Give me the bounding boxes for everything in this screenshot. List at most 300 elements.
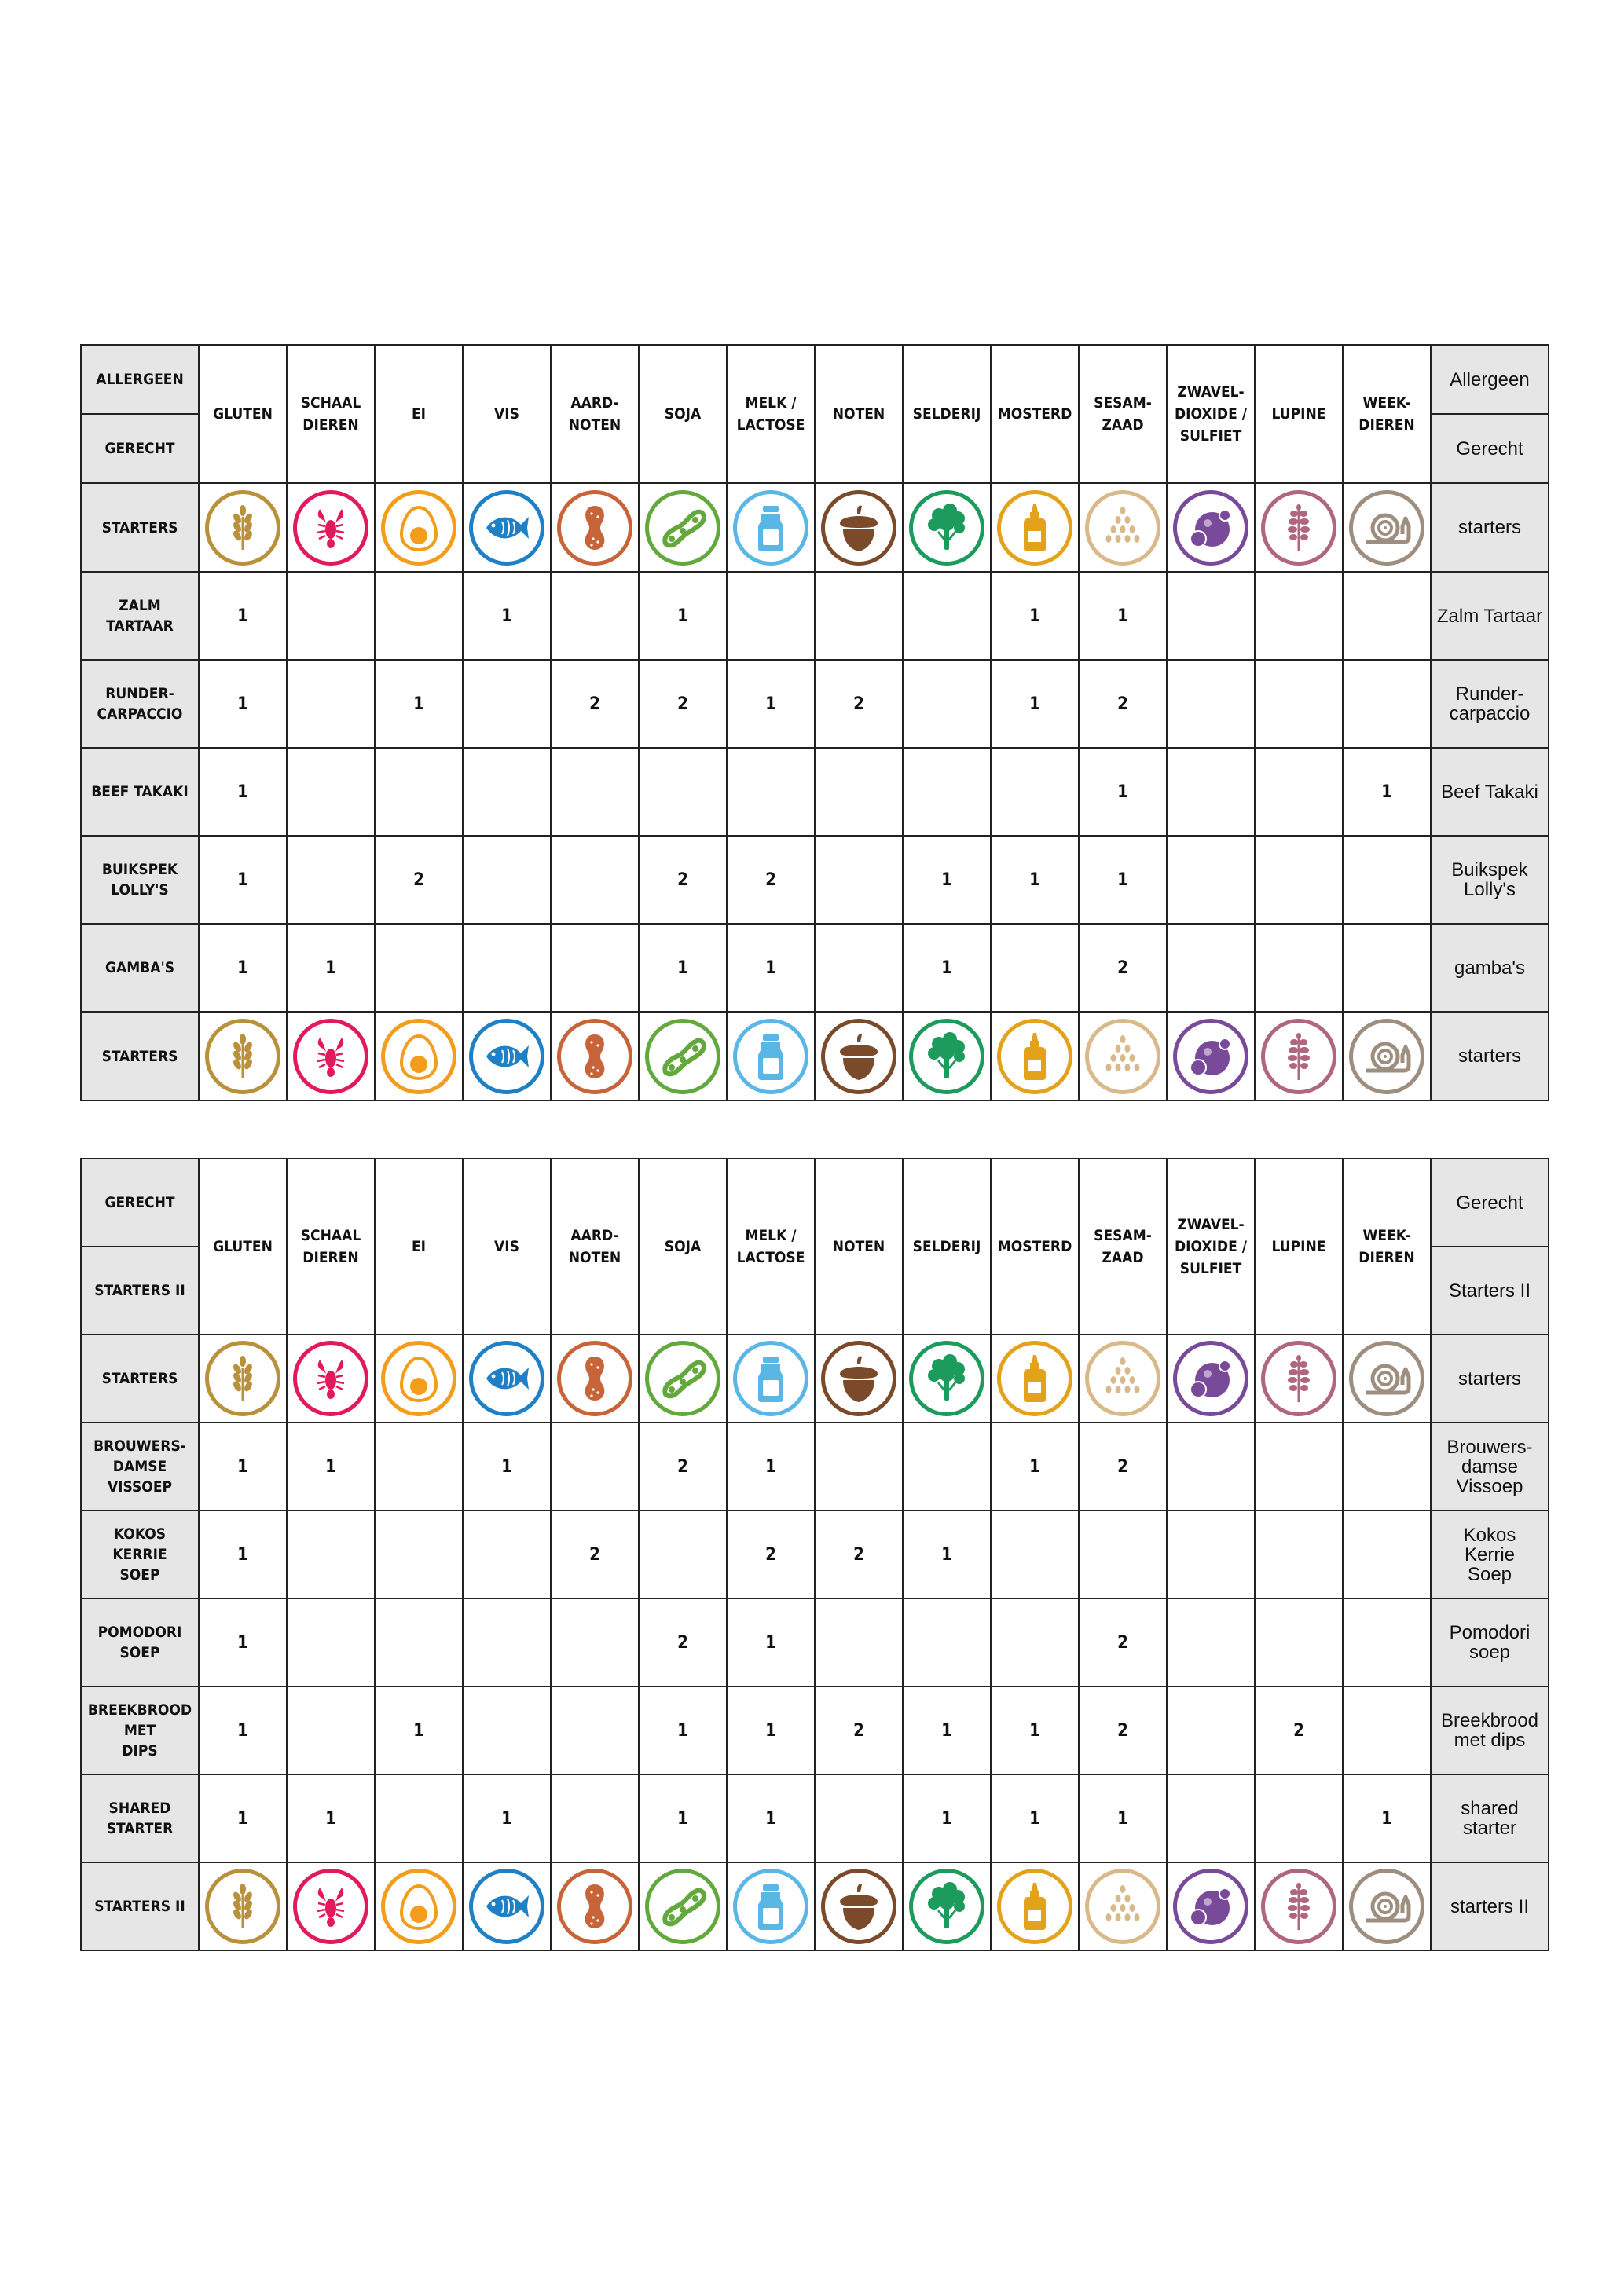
icon-cell-mosterd [991,1012,1079,1100]
milk-bottle-icon [746,1031,796,1082]
allergen-value-melk: 1 [727,660,815,748]
icon-row-footer [81,1862,1549,1950]
icon-cell-lupine [1255,1862,1343,1950]
header-right-top: Allergeen [1431,345,1549,414]
icon-cell-sulfiet [1167,1862,1255,1950]
allergen-value-gluten: 1 [199,1423,287,1511]
milk-bottle-icon [746,503,796,553]
lupine-flower-badge [1261,1869,1336,1944]
section-label-right: starters [1431,1012,1549,1100]
dish-row [81,1511,1549,1598]
icon-cell-schaaldieren [287,483,375,572]
column-header-sulfiet: ZWAVEL- DIOXIDE / SULFIET [1167,1159,1255,1335]
allergen-value-mosterd: 1 [991,572,1079,660]
mustard-bottle-icon [1010,1353,1060,1404]
sesame-seeds-badge [1085,1869,1160,1944]
wheat-icon [218,503,268,553]
icon-cell-selderij [903,1012,991,1100]
allergen-value-ei [375,1598,463,1686]
icon-cell-aardnoten [551,483,639,572]
allergen-value-melk: 2 [727,1511,815,1598]
allergen-value-sulfiet [1167,836,1255,924]
dish-name: GAMBA'S [81,924,199,1012]
icon-cell-melk [727,483,815,572]
allergen-value-sulfiet [1167,1774,1255,1862]
soybean-badge [645,1869,720,1944]
column-header-vis: VIS [463,345,551,483]
icon-row-footer [81,1012,1549,1100]
wheat-icon [218,1353,268,1404]
celery-badge [909,1019,984,1094]
allergen-value-sesamzaad: 2 [1079,1423,1167,1511]
allergen-value-lupine [1255,748,1343,836]
bubbles-badge [1173,490,1248,566]
allergen-value-weekdieren [1343,1423,1431,1511]
egg-badge [381,1341,456,1416]
icon-cell-noten [815,1335,903,1423]
allergen-value-soja: 1 [639,1774,727,1862]
dish-row [81,924,1549,1012]
fish-badge [469,1341,544,1416]
allergen-value-ei [375,748,463,836]
allergen-value-noten: 2 [815,660,903,748]
sesame-seeds-badge [1085,490,1160,566]
acorn-icon [834,1353,884,1404]
allergen-value-sesamzaad [1079,1511,1167,1598]
bubbles-icon [1186,1353,1236,1404]
allergen-value-schaaldieren: 1 [287,1423,375,1511]
column-header-selderij: SELDERIJ [903,345,991,483]
column-header-aardnoten: AARD- NOTEN [551,345,639,483]
lobster-badge [293,490,368,566]
allergen-value-gluten: 1 [199,1774,287,1862]
allergen-value-gluten: 1 [199,748,287,836]
icon-cell-gluten [199,1862,287,1950]
allergen-value-sesamzaad: 1 [1079,748,1167,836]
allergen-value-ei: 2 [375,836,463,924]
column-header-weekdieren: WEEK- DIEREN [1343,1159,1431,1335]
column-header-aardnoten: AARD- NOTEN [551,1159,639,1335]
icon-cell-aardnoten [551,1012,639,1100]
column-header-lupine: LUPINE [1255,345,1343,483]
dish-name-right: shared starter [1431,1774,1549,1862]
fish-icon [482,1031,532,1082]
allergen-value-melk: 1 [727,1423,815,1511]
sesame-seeds-icon [1098,1031,1148,1082]
sesame-seeds-icon [1098,1881,1148,1932]
allergen-value-noten [815,1423,903,1511]
section-label-right: starters [1431,483,1549,572]
icon-cell-mosterd [991,1335,1079,1423]
bubbles-badge [1173,1019,1248,1094]
allergen-value-sesamzaad: 2 [1079,1598,1167,1686]
column-header-selderij: SELDERIJ [903,1159,991,1335]
icon-cell-gluten [199,1012,287,1100]
dish-name-right: Zalm Tartaar [1431,572,1549,660]
allergen-value-soja: 1 [639,1686,727,1774]
allergen-value-weekdieren [1343,924,1431,1012]
allergen-value-schaaldieren [287,836,375,924]
lobster-icon [306,1353,356,1404]
icon-cell-schaaldieren [287,1012,375,1100]
lupine-flower-icon [1274,503,1324,553]
egg-icon [394,1031,444,1082]
bubbles-badge [1173,1341,1248,1416]
allergen-value-gluten: 1 [199,660,287,748]
allergen-value-sulfiet [1167,924,1255,1012]
allergen-value-schaaldieren: 1 [287,1774,375,1862]
allergen-value-gluten: 1 [199,1686,287,1774]
allergen-value-mosterd [991,1511,1079,1598]
wheat-badge [205,1019,280,1094]
wheat-badge [205,1869,280,1944]
dish-row [81,836,1549,924]
column-header-gluten: GLUTEN [199,1159,287,1335]
sesame-seeds-icon [1098,503,1148,553]
allergen-value-gluten: 1 [199,924,287,1012]
lupine-flower-icon [1274,1881,1324,1932]
mustard-bottle-badge [997,1869,1072,1944]
soybean-icon [658,503,708,553]
column-header-gluten: GLUTEN [199,345,287,483]
allergen-value-ei [375,572,463,660]
allergen-value-soja [639,748,727,836]
allergen-value-aardnoten [551,1423,639,1511]
allergen-value-aardnoten [551,1686,639,1774]
dish-row [81,1686,1549,1774]
allergen-value-lupine [1255,660,1343,748]
allergen-value-melk: 1 [727,1598,815,1686]
allergen-value-schaaldieren [287,1686,375,1774]
fish-badge [469,1019,544,1094]
allergen-value-melk: 1 [727,1774,815,1862]
allergen-value-weekdieren: 1 [1343,748,1431,836]
allergen-value-aardnoten [551,1598,639,1686]
icon-cell-sulfiet [1167,1335,1255,1423]
celery-icon [922,1881,972,1932]
allergen-value-melk: 2 [727,836,815,924]
icon-cell-aardnoten [551,1335,639,1423]
allergen-value-weekdieren [1343,660,1431,748]
icon-cell-vis [463,1335,551,1423]
icon-cell-mosterd [991,483,1079,572]
acorn-icon [834,1031,884,1082]
icon-cell-selderij [903,1862,991,1950]
dish-name: POMODORI SOEP [81,1598,199,1686]
allergen-value-lupine [1255,572,1343,660]
dish-name-right: Kokos Kerrie Soep [1431,1511,1549,1598]
allergen-value-melk [727,748,815,836]
allergen-value-melk: 1 [727,924,815,1012]
egg-badge [381,1019,456,1094]
lobster-badge [293,1869,368,1944]
allergen-table-starters [80,344,1549,1101]
peanut-badge [557,1019,632,1094]
icon-cell-selderij [903,483,991,572]
allergen-value-schaaldieren [287,660,375,748]
allergen-value-vis [463,1686,551,1774]
mustard-bottle-icon [1010,1881,1060,1932]
milk-bottle-icon [746,1881,796,1932]
icon-cell-vis [463,1862,551,1950]
sesame-seeds-badge [1085,1341,1160,1416]
allergen-value-selderij [903,572,991,660]
dish-name-right: Runder- carpaccio [1431,660,1549,748]
icon-cell-lupine [1255,483,1343,572]
allergen-value-mosterd [991,924,1079,1012]
icon-cell-melk [727,1862,815,1950]
allergen-value-selderij [903,1423,991,1511]
icon-cell-noten [815,483,903,572]
icon-cell-soja [639,1862,727,1950]
allergen-value-selderij [903,1598,991,1686]
milk-bottle-badge [733,1019,808,1094]
fish-badge [469,1869,544,1944]
snail-icon [1362,1031,1412,1082]
celery-badge [909,490,984,566]
allergen-value-weekdieren [1343,1686,1431,1774]
icon-cell-soja [639,1335,727,1423]
allergen-value-ei: 1 [375,1686,463,1774]
column-header-mosterd: MOSTERD [991,345,1079,483]
sesame-seeds-badge [1085,1019,1160,1094]
soybean-badge [645,1341,720,1416]
dish-name-right: Beef Takaki [1431,748,1549,836]
icon-cell-weekdieren [1343,1012,1431,1100]
column-header-vis: VIS [463,1159,551,1335]
allergen-value-selderij [903,748,991,836]
allergen-value-aardnoten [551,836,639,924]
dish-name: BUIKSPEK LOLLY'S [81,836,199,924]
allergen-value-aardnoten [551,1774,639,1862]
icon-cell-selderij [903,1335,991,1423]
section-label: STARTERS [81,483,199,572]
acorn-badge [821,1341,896,1416]
allergen-value-selderij: 1 [903,1511,991,1598]
icon-cell-gluten [199,483,287,572]
allergen-value-selderij: 1 [903,1774,991,1862]
column-header-noten: NOTEN [815,1159,903,1335]
allergen-value-soja: 2 [639,836,727,924]
fish-icon [482,503,532,553]
allergen-value-lupine: 2 [1255,1686,1343,1774]
allergen-value-weekdieren: 1 [1343,1774,1431,1862]
acorn-icon [834,1881,884,1932]
dish-name-right: gamba's [1431,924,1549,1012]
bubbles-icon [1186,1881,1236,1932]
mustard-bottle-badge [997,490,1072,566]
dish-name: ZALM TARTAAR [81,572,199,660]
snail-badge [1349,1869,1424,1944]
dish-name: BREEKBROOD MET DIPS [81,1686,199,1774]
allergen-value-sulfiet [1167,1423,1255,1511]
icon-cell-mosterd [991,1862,1079,1950]
header-right-bottom: Starters II [1431,1247,1549,1335]
allergen-value-noten: 2 [815,1511,903,1598]
allergen-value-soja: 1 [639,572,727,660]
wheat-icon [218,1031,268,1082]
icon-cell-weekdieren [1343,1335,1431,1423]
fish-badge [469,490,544,566]
section-label: STARTERS [81,1335,199,1423]
allergen-value-sulfiet [1167,1598,1255,1686]
allergen-value-noten [815,924,903,1012]
allergen-value-gluten: 1 [199,572,287,660]
acorn-badge [821,490,896,566]
dish-name: RUNDER- CARPACCIO [81,660,199,748]
dish-name: KOKOS KERRIE SOEP [81,1511,199,1598]
allergen-value-schaaldieren: 1 [287,924,375,1012]
icon-cell-sesamzaad [1079,1862,1167,1950]
allergen-value-vis [463,836,551,924]
lupine-flower-badge [1261,1341,1336,1416]
allergen-value-melk: 1 [727,1686,815,1774]
icon-cell-noten [815,1862,903,1950]
allergen-value-sesamzaad: 2 [1079,924,1167,1012]
bubbles-icon [1186,1031,1236,1082]
allergen-value-melk [727,572,815,660]
dish-name: BROUWERS- DAMSE VISSOEP [81,1423,199,1511]
icon-cell-ei [375,1862,463,1950]
allergen-value-soja: 2 [639,1598,727,1686]
column-header-ei: EI [375,1159,463,1335]
icon-cell-vis [463,483,551,572]
allergen-value-noten [815,1774,903,1862]
allergen-value-ei [375,1423,463,1511]
allergen-value-lupine [1255,1511,1343,1598]
icon-cell-lupine [1255,1012,1343,1100]
milk-bottle-icon [746,1353,796,1404]
column-header-weekdieren: WEEK- DIEREN [1343,345,1431,483]
allergen-value-selderij: 1 [903,836,991,924]
allergen-value-ei: 1 [375,660,463,748]
allergen-value-ei [375,1774,463,1862]
dish-name: BEEF TAKAKI [81,748,199,836]
icon-cell-ei [375,1012,463,1100]
dish-name: SHARED STARTER [81,1774,199,1862]
peanut-badge [557,1869,632,1944]
allergen-value-weekdieren [1343,572,1431,660]
allergen-value-aardnoten [551,748,639,836]
allergen-value-schaaldieren [287,1598,375,1686]
lobster-icon [306,503,356,553]
soybean-badge [645,1019,720,1094]
peanut-icon [570,503,620,553]
allergen-value-noten [815,1598,903,1686]
wheat-badge [205,490,280,566]
header-right-bottom: Gerecht [1431,414,1549,483]
mustard-bottle-icon [1010,503,1060,553]
allergen-value-schaaldieren [287,748,375,836]
allergen-value-mosterd: 1 [991,1686,1079,1774]
allergen-value-soja: 2 [639,1423,727,1511]
allergen-value-lupine [1255,1423,1343,1511]
lupine-flower-icon [1274,1353,1324,1404]
column-header-noten: NOTEN [815,345,903,483]
icon-cell-vis [463,1012,551,1100]
allergen-value-weekdieren [1343,1598,1431,1686]
peanut-icon [570,1353,620,1404]
icon-cell-melk [727,1012,815,1100]
allergen-value-noten [815,572,903,660]
allergen-value-sesamzaad: 1 [1079,836,1167,924]
allergen-value-vis [463,748,551,836]
icon-cell-ei [375,1335,463,1423]
column-header-sesamzaad: SESAM- ZAAD [1079,1159,1167,1335]
dish-name-right: Brouwers- damse Vissoep [1431,1423,1549,1511]
allergen-value-sesamzaad: 1 [1079,572,1167,660]
allergen-value-sulfiet [1167,1511,1255,1598]
allergen-value-lupine [1255,924,1343,1012]
allergen-value-soja: 1 [639,924,727,1012]
column-header-soja: SOJA [639,345,727,483]
soybean-icon [658,1881,708,1932]
allergen-value-aardnoten [551,572,639,660]
icon-row [81,1335,1549,1423]
lobster-icon [306,1881,356,1932]
peanut-badge [557,1341,632,1416]
icon-cell-aardnoten [551,1862,639,1950]
acorn-badge [821,1019,896,1094]
header-right-top: Gerecht [1431,1159,1549,1247]
peanut-icon [570,1031,620,1082]
allergen-value-soja [639,1511,727,1598]
icon-cell-sesamzaad [1079,483,1167,572]
allergen-value-noten [815,836,903,924]
allergen-value-vis [463,1598,551,1686]
allergen-value-noten [815,748,903,836]
mustard-bottle-icon [1010,1031,1060,1082]
allergen-value-mosterd: 1 [991,660,1079,748]
allergen-value-lupine [1255,1774,1343,1862]
allergen-value-aardnoten: 2 [551,660,639,748]
header-row [81,1159,1549,1247]
lobster-badge [293,1341,368,1416]
header-left-top: ALLERGEEN [81,345,199,414]
allergen-value-soja: 2 [639,660,727,748]
dish-row [81,1598,1549,1686]
allergen-value-gluten: 1 [199,836,287,924]
fish-icon [482,1353,532,1404]
milk-bottle-badge [733,1341,808,1416]
snail-badge [1349,1019,1424,1094]
allergen-value-selderij [903,660,991,748]
icon-cell-sesamzaad [1079,1012,1167,1100]
section-label: STARTERS II [81,1862,199,1950]
allergen-value-gluten: 1 [199,1598,287,1686]
snail-icon [1362,1353,1412,1404]
dish-name-right: Buikspek Lolly's [1431,836,1549,924]
icon-cell-sulfiet [1167,1012,1255,1100]
egg-icon [394,503,444,553]
allergen-value-sulfiet [1167,748,1255,836]
lobster-icon [306,1031,356,1082]
icon-cell-gluten [199,1335,287,1423]
soybean-icon [658,1031,708,1082]
soybean-badge [645,490,720,566]
allergen-table-starters-ii [80,1158,1549,1951]
celery-icon [922,503,972,553]
icon-cell-weekdieren [1343,1862,1431,1950]
peanut-icon [570,1881,620,1932]
dish-row [81,1774,1549,1862]
icon-cell-soja [639,483,727,572]
icon-cell-schaaldieren [287,1862,375,1950]
section-label-right: starters II [1431,1862,1549,1950]
allergen-value-vis [463,924,551,1012]
allergen-value-gluten: 1 [199,1511,287,1598]
wheat-icon [218,1881,268,1932]
